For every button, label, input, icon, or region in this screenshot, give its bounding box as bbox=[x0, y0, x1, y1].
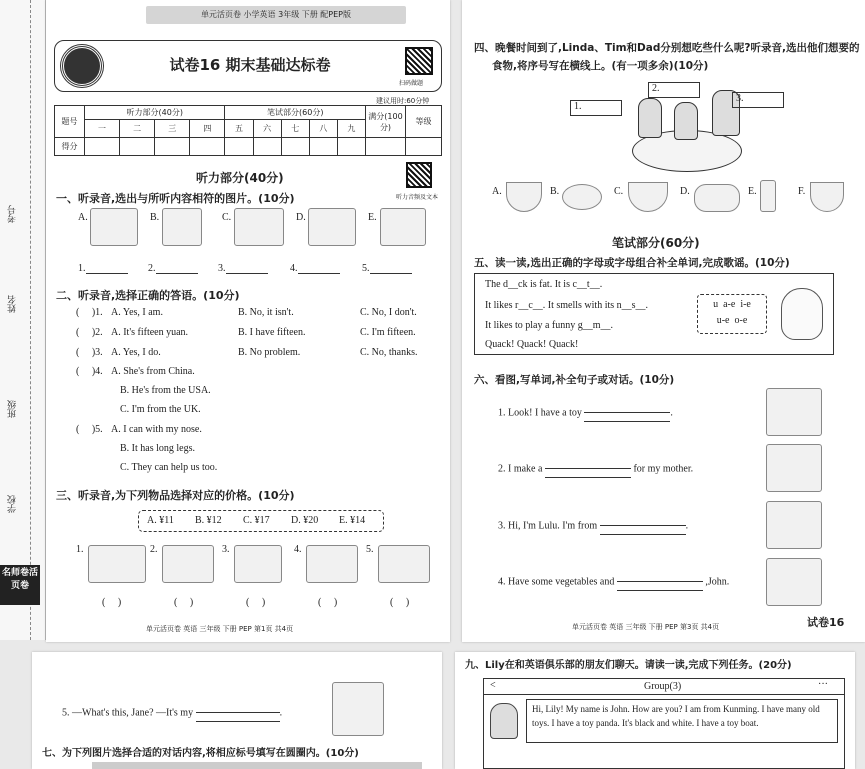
option-a[interactable]: A. I can with my nose. bbox=[111, 424, 202, 435]
price-option[interactable]: C. ¥17 bbox=[243, 515, 270, 526]
food-letter: E. bbox=[748, 186, 757, 197]
qr-code[interactable] bbox=[405, 47, 433, 75]
score-row-label: 得分 bbox=[55, 138, 85, 156]
callout-num: 3. bbox=[736, 93, 744, 104]
s1-num: 2. bbox=[148, 263, 156, 274]
crayons-icon bbox=[378, 545, 430, 583]
answer-lines[interactable] bbox=[545, 460, 631, 478]
score-table-listen: 听力部分(40分) bbox=[85, 106, 225, 120]
tim-icon bbox=[674, 102, 698, 140]
soup-bowl-icon bbox=[506, 182, 542, 212]
s3-num: 3. bbox=[222, 544, 230, 555]
option-b[interactable]: B. It has long legs. bbox=[120, 443, 195, 454]
score-cell[interactable] bbox=[366, 138, 406, 156]
score-table-full: 满分(100分) bbox=[366, 106, 406, 138]
answer-lines[interactable] bbox=[584, 404, 670, 422]
section-3-title: 三、听录音,为下列物品选择对应的价格。(10分) bbox=[56, 489, 295, 502]
footer-right: 单元活页卷 英语 三年级 下册 PEP 第3页 共4页 bbox=[572, 623, 720, 631]
score-cell[interactable] bbox=[190, 138, 225, 156]
s1-num: 1. bbox=[78, 263, 86, 274]
gift-box-icon bbox=[766, 444, 822, 492]
score-cell[interactable] bbox=[253, 138, 281, 156]
score-table-write: 笔试部分(60分) bbox=[225, 106, 366, 120]
boy-writing-icon bbox=[90, 208, 138, 246]
option-c[interactable]: C. No, I don't. bbox=[360, 307, 417, 318]
section-5-title: 五、读一读,选出正确的字母或字母组合补全单词,完成歌谣。(10分) bbox=[474, 257, 790, 269]
margin-label-school: 学校 bbox=[8, 495, 18, 513]
callout-num: 2. bbox=[652, 83, 660, 94]
score-col: 五 bbox=[225, 120, 253, 138]
food-letter: D. bbox=[680, 186, 690, 197]
kangaroo-icon bbox=[766, 501, 822, 549]
option-b[interactable]: B. I have fifteen. bbox=[238, 327, 306, 338]
price-answer[interactable]: ( ) bbox=[102, 597, 122, 608]
milk-bottle-icon bbox=[760, 180, 776, 212]
answer-paren[interactable]: ( ) bbox=[76, 366, 96, 377]
boy-standing-icon bbox=[162, 208, 202, 246]
score-table-head: 题号 bbox=[55, 106, 85, 138]
answer-lines[interactable] bbox=[196, 704, 280, 722]
section-4-title-2: 食物,将序号写在横线上。(有一项多余)(10分) bbox=[492, 60, 709, 72]
ruler-set-icon bbox=[162, 545, 214, 583]
q-num: 3. bbox=[95, 347, 103, 358]
letter-options bbox=[697, 294, 767, 334]
score-cell[interactable] bbox=[309, 138, 337, 156]
s1-letter: A. bbox=[78, 212, 88, 223]
score-cell[interactable] bbox=[120, 138, 155, 156]
pen-icon bbox=[332, 682, 384, 736]
bookshelf-icon bbox=[380, 208, 426, 246]
page-bottom-right bbox=[455, 652, 855, 769]
margin-label-name: 姓名 bbox=[8, 295, 18, 313]
s6-q3: 3. Hi, I'm Lulu. I'm from . bbox=[498, 517, 688, 535]
q-num: 4. bbox=[95, 366, 103, 377]
s1-num: 5. bbox=[362, 263, 370, 274]
audio-qr-code[interactable] bbox=[406, 162, 432, 188]
s2-q4 bbox=[76, 366, 446, 426]
score-cell[interactable] bbox=[155, 138, 190, 156]
option-c[interactable]: C. They can help us too. bbox=[120, 462, 218, 473]
score-col: 八 bbox=[309, 120, 337, 138]
score-col: 七 bbox=[281, 120, 309, 138]
score-cell[interactable] bbox=[337, 138, 365, 156]
paper-title: 试卷16 期末基础达标卷 bbox=[169, 56, 331, 74]
s1-answer-4[interactable] bbox=[290, 263, 340, 274]
price-answer[interactable]: ( ) bbox=[318, 597, 338, 608]
option-a[interactable]: A. It's fifteen yuan. bbox=[111, 327, 189, 338]
s1-letter: D. bbox=[296, 212, 306, 223]
callout-tim[interactable] bbox=[648, 82, 700, 98]
s1-letter: B. bbox=[150, 212, 160, 223]
time-note: 建议用时:60分钟 bbox=[376, 97, 430, 105]
score-table-grade: 等级 bbox=[406, 106, 442, 138]
q-num: 5. bbox=[95, 424, 103, 435]
score-col: 二 bbox=[120, 120, 155, 138]
option-b[interactable]: B. No, it isn't. bbox=[238, 307, 294, 318]
chat-bubble: Hi, Lily! My name is John. How are you? I am from Kunming. I have many old toys. I have a toy panda. It's black and white. I have a toy boat. bbox=[526, 699, 838, 743]
options-row-2[interactable]: u-e o-e bbox=[716, 315, 748, 326]
score-cell[interactable] bbox=[85, 138, 120, 156]
toy-car-icon bbox=[766, 388, 822, 436]
section-9-title: 九、Lily在和英语俱乐部的朋友们聊天。请读一读,完成下列任务。(20分) bbox=[465, 660, 792, 671]
s1-num: 3. bbox=[218, 263, 226, 274]
duck-icon bbox=[781, 288, 823, 340]
linda-icon bbox=[638, 98, 662, 138]
food-letter: C. bbox=[614, 186, 624, 197]
logo bbox=[61, 45, 103, 87]
backpack-icon bbox=[234, 545, 282, 583]
s1-answer-5[interactable] bbox=[362, 263, 412, 274]
score-cell[interactable] bbox=[281, 138, 309, 156]
listening-title: 听力部分(40分) bbox=[196, 171, 284, 185]
option-a[interactable]: A. She's from China. bbox=[111, 366, 195, 377]
s3-num: 2. bbox=[150, 544, 158, 555]
score-col: 九 bbox=[337, 120, 365, 138]
back-icon[interactable]: < bbox=[490, 680, 496, 691]
s1-letter: C. bbox=[222, 212, 232, 223]
more-icon[interactable]: ··· bbox=[818, 679, 828, 690]
s3-num: 1. bbox=[76, 544, 84, 555]
q-text: 2. I make a bbox=[498, 463, 543, 475]
price-option[interactable]: B. ¥12 bbox=[195, 515, 222, 526]
s1-answer-2[interactable] bbox=[148, 263, 198, 274]
option-c[interactable]: C. I'm from the UK. bbox=[120, 404, 201, 415]
section-4-title: 四、晚餐时间到了,Linda、Tim和Dad分别想吃些什么呢?听录音,选出他们想要的 bbox=[474, 42, 860, 54]
food-letter: B. bbox=[550, 186, 560, 197]
q-text: 5. —What's this, Jane? —It's my bbox=[62, 707, 194, 719]
score-cell[interactable] bbox=[406, 138, 442, 156]
s3-num: 5. bbox=[366, 544, 374, 555]
s1-answer-1[interactable] bbox=[78, 263, 128, 274]
title-frame bbox=[54, 40, 442, 92]
q-num: 1. bbox=[95, 307, 103, 318]
option-b[interactable]: B. He's from the USA. bbox=[120, 385, 211, 396]
q-num: 2. bbox=[95, 327, 103, 338]
price-answer[interactable]: ( ) bbox=[390, 597, 410, 608]
writing-title: 笔试部分(60分) bbox=[612, 236, 700, 250]
price-option[interactable]: D. ¥20 bbox=[291, 515, 319, 526]
header-strip: 单元活页卷 小学英语 3年级 下册 配PEP版 bbox=[146, 6, 406, 24]
s1-letter: E. bbox=[368, 212, 377, 223]
chat-window bbox=[483, 678, 845, 769]
option-b[interactable]: B. No problem. bbox=[238, 347, 301, 358]
chat-title: Group(3) bbox=[644, 681, 682, 692]
answer-paren[interactable]: ( ) bbox=[76, 347, 96, 358]
s1-answer-3[interactable] bbox=[218, 263, 268, 274]
callout-dad[interactable] bbox=[732, 92, 784, 108]
option-a[interactable]: A. Yes, I am. bbox=[111, 307, 163, 318]
page-right bbox=[462, 0, 865, 642]
q-text: 4. Have some vegetables and bbox=[498, 576, 615, 588]
option-c[interactable]: C. I'm fifteen. bbox=[360, 327, 416, 338]
s7-image-strip bbox=[92, 762, 422, 769]
s1-num: 4. bbox=[290, 263, 298, 274]
score-cell[interactable] bbox=[225, 138, 253, 156]
rhyme-line: It likes to play a funny g__m__. bbox=[485, 320, 614, 331]
s6-q1: 1. Look! I have a toy . bbox=[498, 404, 673, 422]
vegetables-icon bbox=[234, 208, 284, 246]
rhyme-line: It likes r__c__. It smells with its n__s__. bbox=[485, 300, 649, 311]
q-tail: ,John. bbox=[705, 576, 730, 588]
fish-plate-icon bbox=[562, 184, 602, 210]
food-letter: A. bbox=[492, 186, 502, 197]
s6-q4 bbox=[498, 573, 729, 591]
section-2-title: 二、听录音,选择正确的答语。(10分) bbox=[56, 289, 240, 302]
price-option[interactable]: A. ¥11 bbox=[147, 515, 174, 526]
bread-icon bbox=[694, 184, 740, 212]
score-col: 三 bbox=[155, 120, 190, 138]
footer-left: 单元活页卷 英语 三年级 下册 PEP 第1页 共4页 bbox=[146, 625, 294, 633]
options-row-1[interactable]: u a-e i-e bbox=[713, 299, 751, 310]
s2-q1 bbox=[76, 307, 446, 318]
food-letter: F. bbox=[798, 186, 806, 197]
answer-paren[interactable]: ( ) bbox=[76, 327, 96, 338]
option-c[interactable]: C. No, thanks. bbox=[360, 347, 418, 358]
s3-num: 4. bbox=[294, 544, 302, 555]
section-1-title: 一、听录音,选出与所听内容相符的图片。(10分) bbox=[56, 192, 295, 205]
page-left bbox=[46, 0, 450, 642]
price-answer[interactable]: ( ) bbox=[174, 597, 194, 608]
qr-caption: 扫码做题 bbox=[399, 80, 424, 87]
option-a[interactable]: A. Yes, I do. bbox=[111, 347, 161, 358]
s2-q3 bbox=[76, 347, 446, 358]
answer-paren[interactable]: ( ) bbox=[76, 307, 96, 318]
q-text: 3. Hi, I'm Lulu. I'm from bbox=[498, 520, 598, 532]
audio-qr-caption: 听力音频及文本 bbox=[396, 194, 439, 201]
paper-tag: 试卷16 bbox=[807, 616, 845, 629]
fruit-icon bbox=[766, 558, 822, 606]
binding-margin bbox=[0, 0, 46, 640]
page-bottom-left bbox=[32, 652, 442, 769]
callout-num: 1. bbox=[574, 101, 582, 112]
section-7-title: 七、为下列图片选择合适的对话内容,将相应标号填写在圆圈内。(10分) bbox=[42, 748, 359, 759]
avatar bbox=[490, 703, 518, 739]
price-box bbox=[138, 510, 384, 532]
margin-label-id: 考号 bbox=[8, 205, 18, 223]
chat-header bbox=[484, 679, 844, 695]
section-6-title: 六、看图,写单词,补全句子或对话。(10分) bbox=[474, 374, 675, 386]
rhyme-line: Quack! Quack! Quack! bbox=[485, 339, 579, 350]
margin-label-class: 班级 bbox=[8, 400, 18, 418]
price-answer[interactable]: ( ) bbox=[246, 597, 266, 608]
score-col: 四 bbox=[190, 120, 225, 138]
cut-line bbox=[30, 0, 31, 640]
q-text: 1. Look! I have a toy bbox=[498, 407, 582, 419]
s2-q5 bbox=[76, 424, 446, 484]
answer-lines[interactable] bbox=[617, 573, 703, 591]
answer-paren[interactable]: ( ) bbox=[76, 424, 96, 435]
pencil-box-icon bbox=[88, 545, 146, 583]
bottom-q5: 5. —What's this, Jane? —It's my . bbox=[62, 704, 282, 722]
answer-lines[interactable] bbox=[600, 517, 686, 535]
rhyme-line: The d__ck is fat. It is c__t__. bbox=[485, 279, 603, 290]
s6-q2 bbox=[498, 460, 693, 478]
score-col: 一 bbox=[85, 120, 120, 138]
vegetable-bowl-icon bbox=[628, 182, 668, 212]
q-tail: for my mother. bbox=[633, 463, 694, 475]
score-table bbox=[54, 105, 442, 156]
boy-eating-icon bbox=[308, 208, 356, 246]
brand-tab: 名师卷活页卷 bbox=[0, 565, 40, 605]
rhyme-box bbox=[474, 273, 834, 355]
s2-q2 bbox=[76, 327, 446, 338]
callout-linda[interactable] bbox=[570, 100, 622, 116]
boat-icon bbox=[306, 545, 358, 583]
score-col: 六 bbox=[253, 120, 281, 138]
rice-bowl-icon bbox=[810, 182, 844, 212]
price-option[interactable]: E. ¥14 bbox=[339, 515, 366, 526]
